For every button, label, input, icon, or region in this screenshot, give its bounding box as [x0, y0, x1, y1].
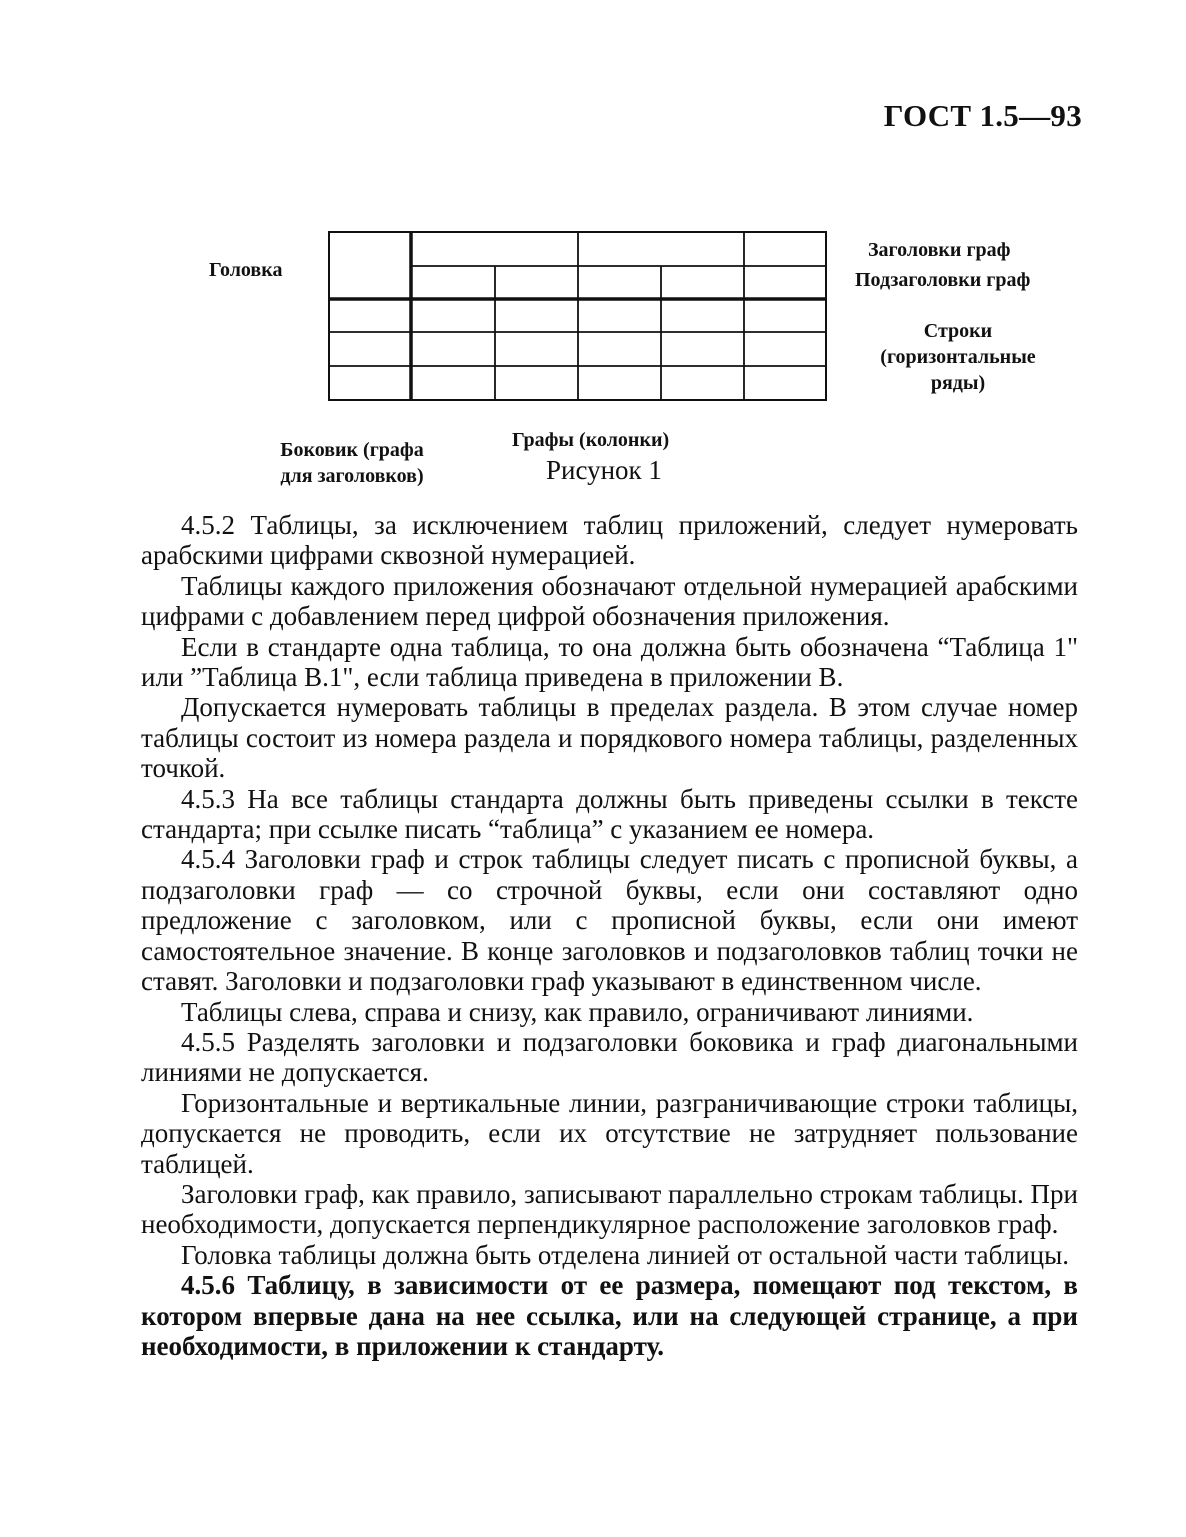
- figure-table-structure: [0, 0, 1186, 500]
- label-stub: [262, 437, 442, 489]
- label-rows: [858, 318, 1058, 396]
- label-rows-line3: ряды): [930, 372, 986, 394]
- label-golovka: Головка: [209, 259, 283, 281]
- paragraph: Заголовки граф, как правило, записывают параллельно строкам таблицы. При необходимости, допускается перпендикулярное расположение заголовков граф.: [141, 1178, 1078, 1240]
- body-text: [141, 510, 1078, 1361]
- paragraph: Если в стандарте одна таблица, то она должна быть обозначена “Таблица 1" или ”Таблица В.1", если таблица приведена в приложении В.: [141, 631, 1078, 693]
- label-stub-line2: для заголовков): [280, 465, 424, 487]
- paragraph: Допускается нумеровать таблицы в пределах раздела. В этом случае номер таблицы состоит из номера раздела и порядкового номера таблицы, разделенных точкой.: [141, 692, 1078, 784]
- figure-caption: Рисунок 1: [546, 455, 662, 485]
- paragraph: 4.5.2 Таблицы, за исключением таблиц приложений, следует нумеровать арабскими цифрами сквозной нумерацией.: [141, 510, 1078, 571]
- paragraph: 4.5.5 Разделять заголовки и подзаголовки боковика и граф диагональными линиями не допускается.: [141, 1026, 1078, 1088]
- paragraph: 4.5.6 Таблицу, в зависимости от ее размера, помещают под текстом, в котором впервые дана на нее ссылка, или на следующей странице, а при необходимости, в приложении к стандарту.: [141, 1270, 1078, 1361]
- label-rows-line1: Строки: [923, 320, 993, 342]
- label-column-headers: Заголовки граф: [868, 239, 1011, 261]
- paragraph: 4.5.3 На все таблицы стандарта должны быть приведены ссылки в тексте стандарта; при ссылке писать “таблица” с указанием ее номера.: [141, 783, 1078, 845]
- paragraph: Горизонтальные и вертикальные линии, разграничивающие строки таблицы, допускается не проводить, если их отсутствие не затрудняет пользование таблицей.: [141, 1087, 1078, 1179]
- paragraph: 4.5.4 Заголовки граф и строк таблицы следует писать с прописной буквы, а подзаголовки граф — со строчной буквы, если они составляют одно предложение с заголовком, или с прописной буквы, если они имеют самостоятельное значение. В конце заголовков и подзаголовков таблиц точки не ставят. Заголовки и подзаголовки граф указывают в единственном числе.: [141, 844, 1078, 997]
- paragraph: Таблицы слева, справа и снизу, как правило, ограничивают линиями.: [181, 996, 974, 1027]
- label-columns: Графы (колонки): [512, 429, 670, 451]
- label-column-subheaders: Подзаголовки граф: [855, 269, 1031, 291]
- paragraph: Головка таблицы должна быть отделена линией от остальной части таблицы.: [181, 1239, 1069, 1270]
- label-rows-line2: (горизонтальные: [880, 346, 1036, 368]
- paragraph: Таблицы каждого приложения обозначают отдельной нумерацией арабскими цифрами с добавлением перед цифрой обозначения приложения.: [141, 570, 1078, 632]
- document-header: ГОСТ 1.5—93: [883, 98, 1082, 133]
- label-stub-line1: Боковик (графа: [280, 439, 424, 461]
